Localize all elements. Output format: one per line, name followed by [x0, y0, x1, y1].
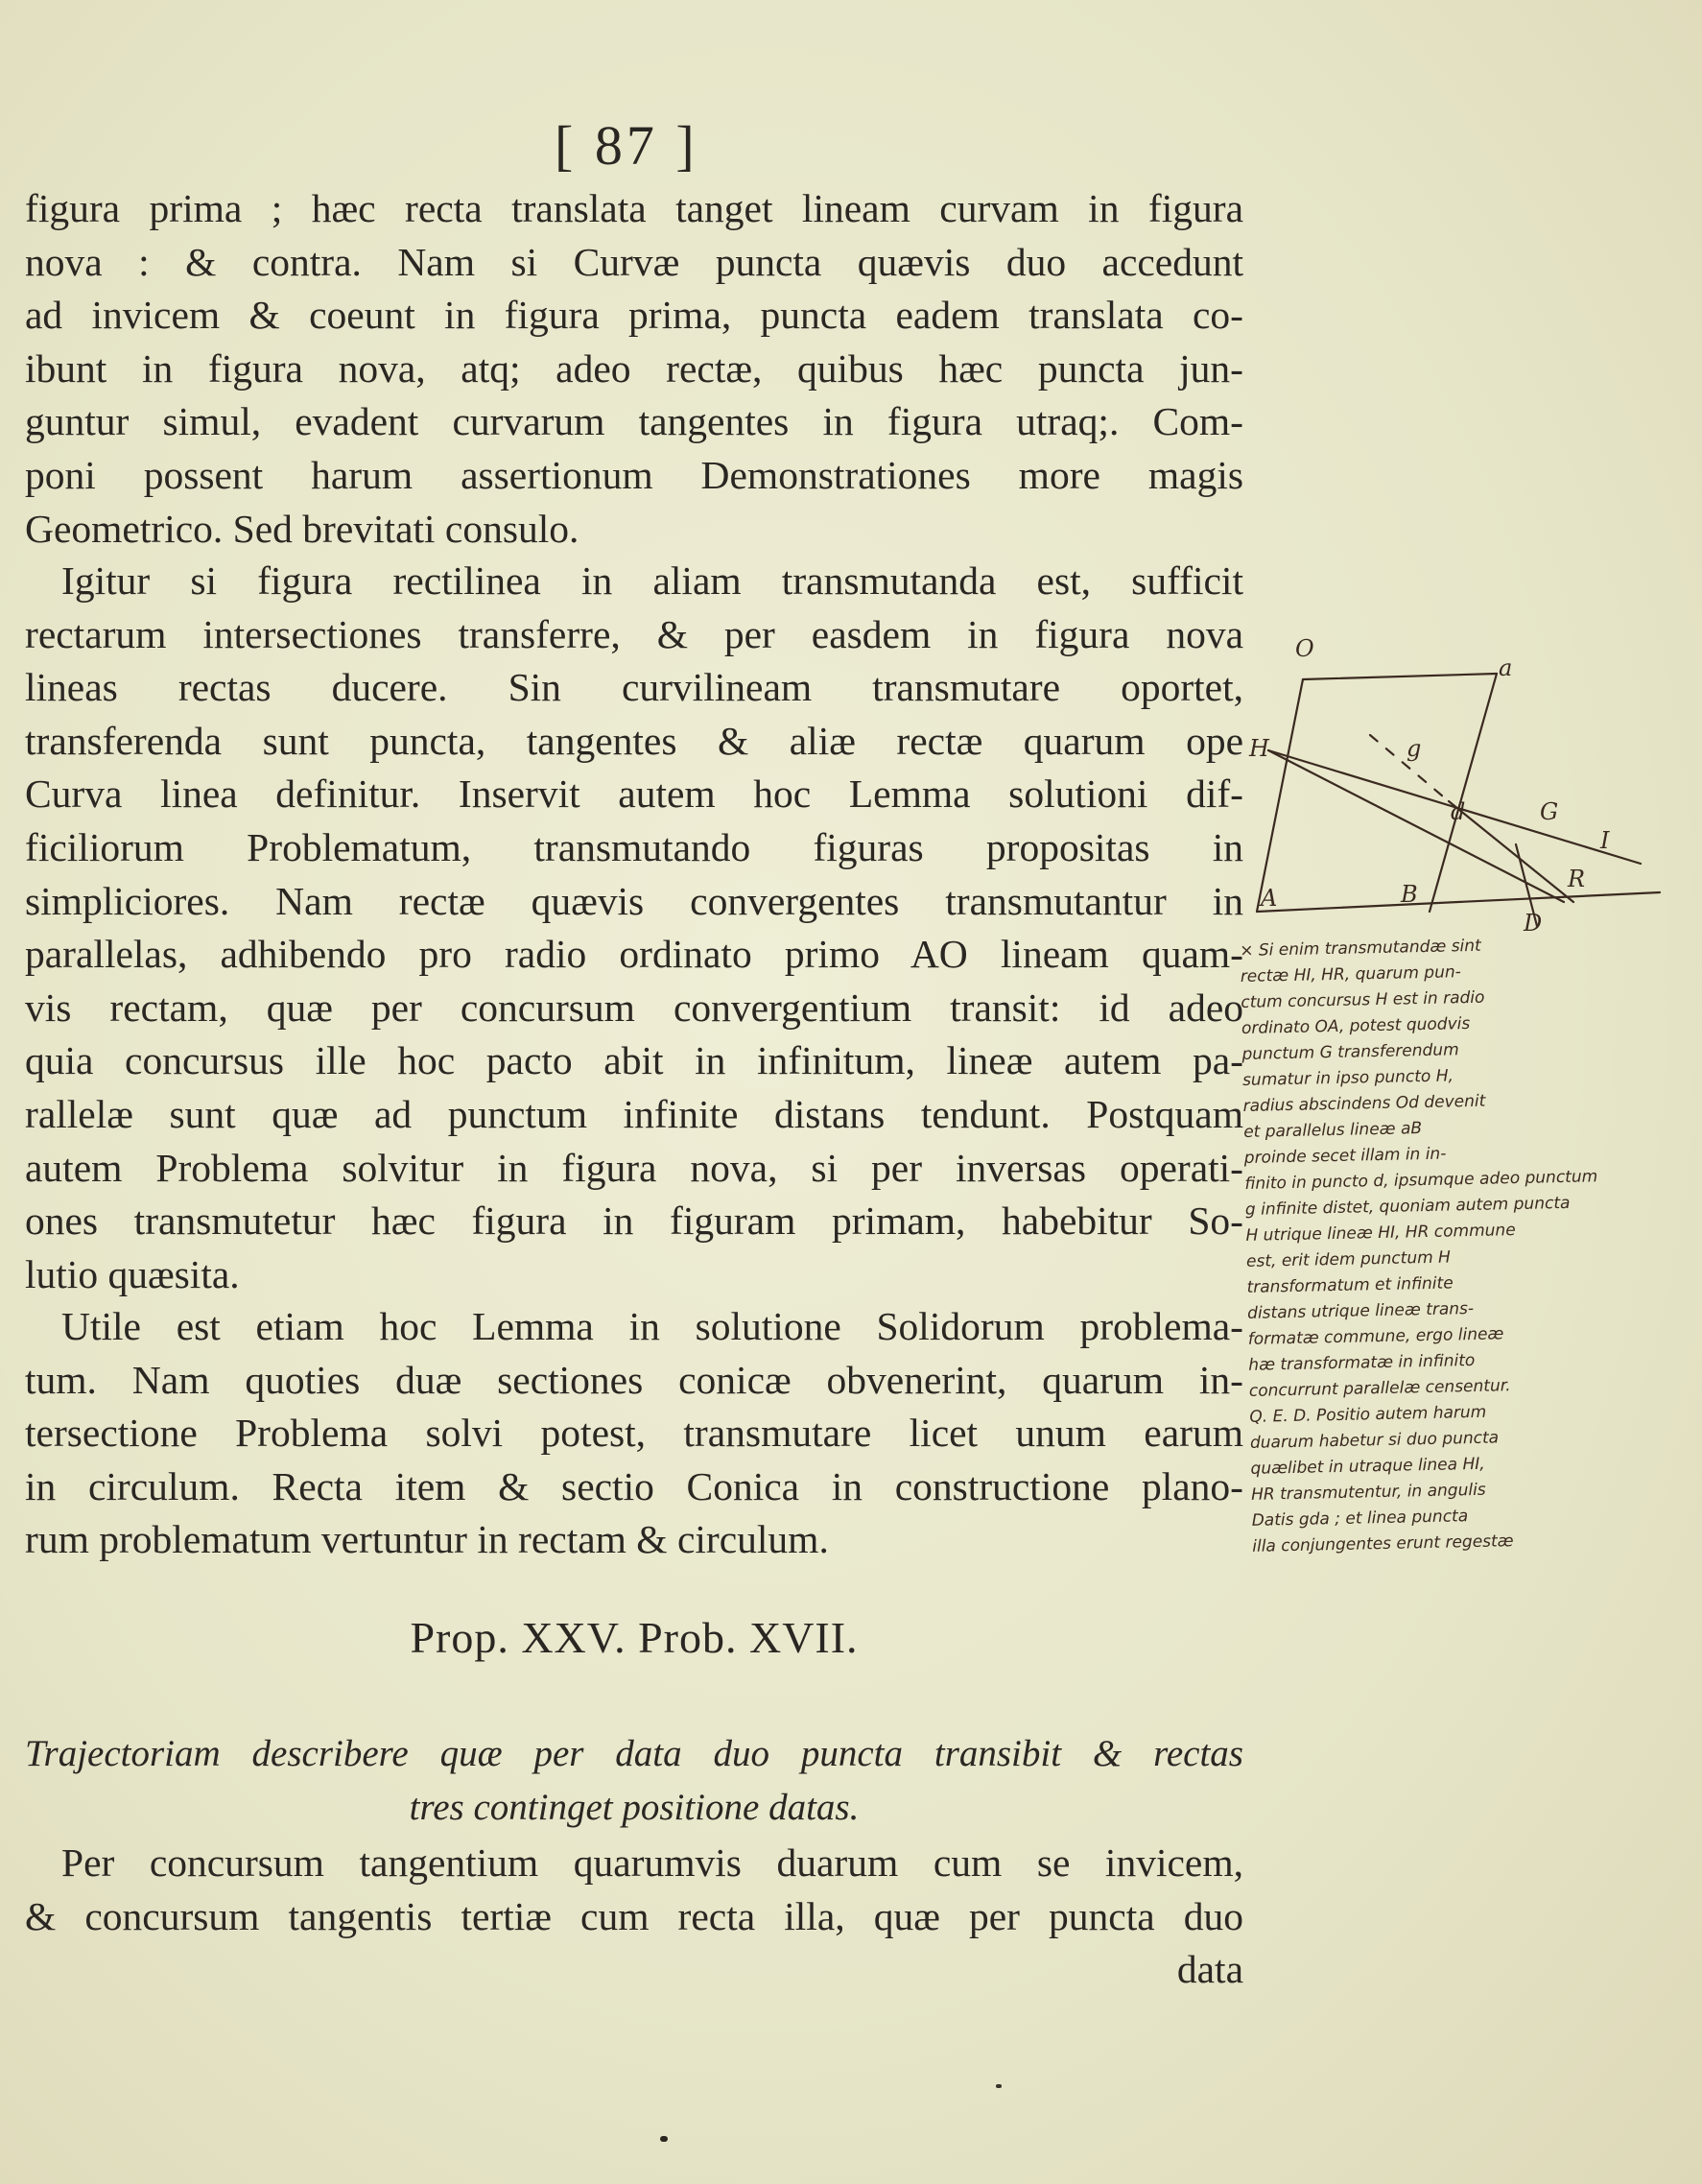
figure-label-A: A	[1261, 885, 1278, 912]
text-line: ibunt in figura nova, atq; adeo rectæ, quibus hæc puncta jun-	[25, 345, 1243, 391]
text-line: Geometrico. Sed brevitati consulo.	[25, 506, 579, 551]
text-line: tres continget positione datas.	[409, 1787, 860, 1828]
figure-line-Oa	[1303, 674, 1497, 679]
note-line: et parallelus lineæ aB	[1243, 1119, 1423, 1142]
text-line: tersectione Problema solvi potest, transmutare licet unum earum	[25, 1411, 1243, 1456]
paragraph-3	[25, 1300, 1243, 1567]
proposition-heading: Prop. XXV. Prob. XVII.	[410, 1613, 859, 1662]
text-line: & concursum tangentis tertiæ cum recta illa, quæ per puncta duo	[25, 1893, 1243, 1938]
note-line: × Si enim transmutandæ sint	[1240, 936, 1481, 961]
paragraph-4	[25, 1837, 1243, 1997]
figure-label-O: O	[1295, 635, 1314, 662]
figure-label-I: I	[1600, 827, 1610, 854]
paragraph-1	[25, 182, 1243, 556]
text-line: guntur simul, evadent curvarum tangentes in figura utraq;. Com-	[25, 399, 1243, 444]
note-line: g infinite distet, quoniam autem puncta	[1244, 1193, 1571, 1220]
note-line: punctum G transferendum	[1241, 1040, 1459, 1064]
proposition-statement	[25, 1727, 1243, 1835]
figure-label-B: B	[1401, 881, 1418, 908]
text-line: ones transmutetur hæc figura in figuram primam, habebitur So-	[25, 1199, 1243, 1244]
ink-dot	[660, 2136, 668, 2142]
text-line: lineas rectas ducere. Sin curvilineam transmutare oportet,	[25, 665, 1243, 710]
note-line: HR transmutentur, in angulis	[1250, 1480, 1486, 1505]
note-line: ctum concursus H est in radio	[1241, 987, 1485, 1012]
paragraph-2	[25, 555, 1243, 1301]
note-line: formatæ commune, ergo lineæ	[1247, 1324, 1504, 1349]
note-line: distans utrique lineæ trans-	[1246, 1298, 1475, 1323]
text-line: Curva linea definitur. Inservit autem hoc Lemma solutioni dif-	[25, 772, 1243, 817]
text-line: ficiliorum Problematum, transmutando figuras propositas in	[25, 824, 1243, 869]
text-line: figura prima ; hæc recta translata tanget lineam curvam in figura	[25, 186, 1243, 230]
note-line: hæ transformatæ in infinito	[1248, 1350, 1476, 1375]
figure-label-H: H	[1249, 735, 1269, 762]
note-line: duarum habetur si duo puncta	[1249, 1428, 1500, 1453]
text-line: nova : & contra. Nam si Curvæ puncta quævis duo accedunt	[25, 239, 1243, 284]
text-line: autem Problema solvitur in figura nova, si per inversas operati-	[25, 1145, 1243, 1190]
text-line: Per concursum tangentium quarumvis duarum cum se invicem,	[61, 1840, 1243, 1885]
note-line: rectæ HI, HR, quarum pun-	[1240, 962, 1461, 986]
text-line: Trajectoriam describere quæ per data duo puncta transibit & rectas	[25, 1733, 1243, 1774]
figure-line-OA	[1257, 679, 1303, 912]
note-line: finito in puncto d, ipsumque adeo punctum	[1244, 1167, 1598, 1194]
note-line: transformatum et infinite	[1246, 1273, 1454, 1297]
text-line: simpliciores. Nam rectæ quævis convergentes transmutantur in	[25, 878, 1243, 923]
text-line: rum problematum vertuntur in rectam & circulum.	[25, 1517, 829, 1562]
geometric-figure	[1247, 633, 1669, 940]
page-number: [ 87 ]	[555, 114, 698, 177]
note-line: Datis gda ; et linea puncta	[1251, 1507, 1469, 1531]
note-line: radius abscindens Od devenit	[1242, 1091, 1486, 1116]
text-line: ad invicem & coeunt in figura prima, puncta eadem translata co-	[25, 293, 1243, 338]
note-line: sumatur in ipso puncto H,	[1241, 1066, 1454, 1090]
note-line: concurrunt parallelæ censentur.	[1248, 1376, 1511, 1401]
ink-speck	[996, 2084, 1002, 2088]
text-line: lutio quæsita.	[25, 1251, 240, 1296]
note-line: ordinato OA, potest quodvis	[1241, 1013, 1471, 1038]
note-line: Q. E. D. Positio autem harum	[1249, 1402, 1487, 1427]
text-line: transferenda sunt puncta, tangentes & aliæ rectæ quarum ope	[25, 718, 1243, 763]
note-line: proinde secet illam in in-	[1243, 1144, 1447, 1168]
text-line: Utile est etiam hoc Lemma in solutione Solidorum problema-	[61, 1304, 1243, 1348]
figure-label-g: g	[1407, 735, 1422, 762]
text-line: rectarum intersectiones transferre, & per easdem in figura nova	[25, 611, 1243, 656]
note-line: est, erit idem punctum H	[1245, 1247, 1452, 1271]
handwritten-marginal-note	[1240, 930, 1655, 1560]
figure-label-a: a	[1499, 654, 1513, 681]
text-line: Igitur si figura rectilinea in aliam transmutanda est, sufficit	[61, 558, 1243, 603]
figure-label-d: d	[1451, 798, 1466, 825]
text-line: vis rectam, quæ per concursum convergentium transit: id adeo	[25, 985, 1243, 1030]
text-line: quia concursus ille hoc pacto abit in infinitum, lineæ autem pa-	[25, 1038, 1243, 1083]
text-line: rallelæ sunt quæ ad punctum infinite distans tendunt. Postquam	[25, 1091, 1243, 1136]
note-line: quælibet in utraque linea HI,	[1250, 1454, 1485, 1479]
text-line: tum. Nam quoties duæ sectiones conicæ obvenerint, quarum in-	[25, 1357, 1243, 1402]
figure-label-G: G	[1540, 798, 1559, 825]
text-line: poni possent harum assertionum Demonstrationes more magis	[25, 452, 1243, 497]
text-line: parallelas, adhibendo pro radio ordinato primo AO lineam quam-	[25, 932, 1243, 977]
note-line: H utrique lineæ HI, HR commune	[1245, 1221, 1516, 1246]
text-line: in circulum. Recta item & sectio Conica in constructione plano-	[25, 1463, 1243, 1508]
figure-label-D: D	[1524, 910, 1543, 937]
catchword: data	[1176, 1947, 1243, 1992]
figure-line-AI	[1257, 892, 1660, 912]
note-line: illa conjungentes erunt regestæ	[1252, 1531, 1514, 1556]
figure-label-R: R	[1568, 866, 1586, 892]
